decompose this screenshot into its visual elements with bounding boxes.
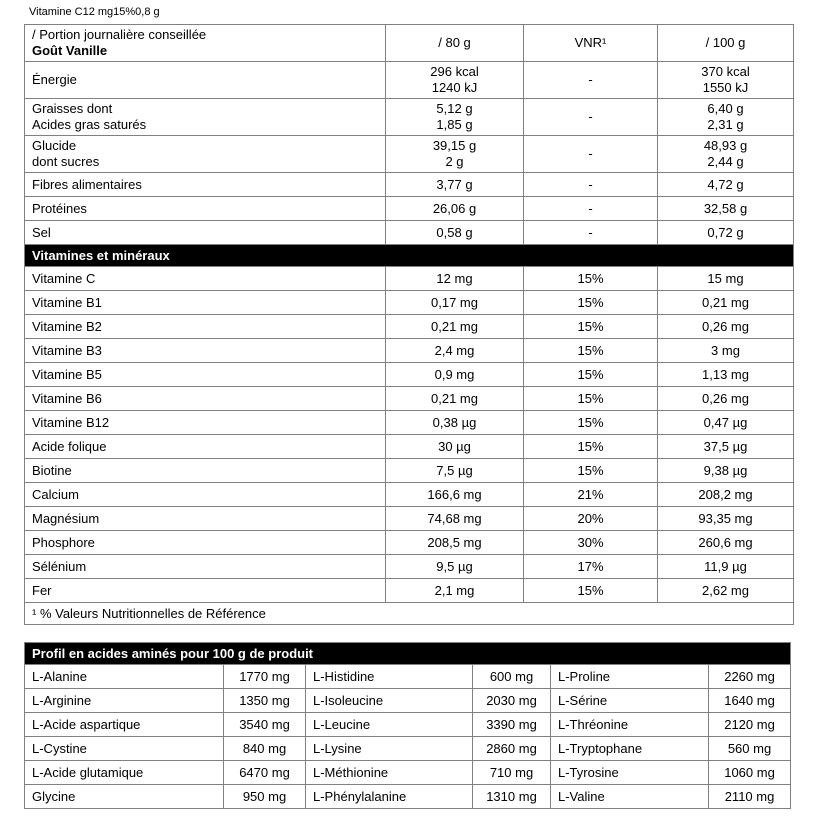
amino-acid-label: L-Tyrosine xyxy=(551,761,709,785)
value-per-100g: 32,58 g xyxy=(658,197,794,221)
value-vnr-percent: 15% xyxy=(524,267,658,291)
value-vnr-percent: 17% xyxy=(524,555,658,579)
amino-acid-value: 3540 mg xyxy=(224,713,306,737)
amino-acid-label: L-Méthionine xyxy=(306,761,473,785)
amino-acid-label: L-Histidine xyxy=(306,665,473,689)
table-row xyxy=(25,197,794,221)
table-row xyxy=(25,531,794,555)
value-vnr-percent: 15% xyxy=(524,579,658,603)
value-vnr-percent: 30% xyxy=(524,531,658,555)
amino-acid-label: L-Phénylalanine xyxy=(306,785,473,809)
amino-acid-label: L-Lysine xyxy=(306,737,473,761)
value-per-100g: 2,62 mg xyxy=(658,579,794,603)
vitamins-minerals-section-header: Vitamines et minéraux xyxy=(25,245,794,267)
amino-section-header-row xyxy=(25,643,791,665)
section-header-row xyxy=(25,245,794,267)
amino-acid-label: L-Sérine xyxy=(551,689,709,713)
value-per-80g: 0,9 mg xyxy=(386,363,524,387)
table-row xyxy=(25,99,794,136)
value-vnr-percent: - xyxy=(524,221,658,245)
value-per-80g: 39,15 g 2 g xyxy=(386,136,524,173)
top-note: Vitamine C12 mg15%0,8 g xyxy=(29,6,160,18)
value-vnr-percent: 15% xyxy=(524,459,658,483)
nutrient-label: Calcium xyxy=(25,483,386,507)
amino-acid-value: 560 mg xyxy=(709,737,791,761)
value-per-80g: 0,21 mg xyxy=(386,387,524,411)
value-vnr-percent: - xyxy=(524,197,658,221)
amino-acid-value: 1060 mg xyxy=(709,761,791,785)
amino-acid-table xyxy=(24,642,791,809)
amino-acid-row xyxy=(25,665,791,689)
amino-acid-label: L-Isoleucine xyxy=(306,689,473,713)
amino-acid-value: 1640 mg xyxy=(709,689,791,713)
value-vnr-percent: 15% xyxy=(524,315,658,339)
value-per-80g: 166,6 mg xyxy=(386,483,524,507)
amino-acid-value: 2030 mg xyxy=(473,689,551,713)
table-row xyxy=(25,507,794,531)
value-vnr-percent: - xyxy=(524,62,658,99)
amino-acid-rows xyxy=(25,665,791,809)
amino-acid-value: 2260 mg xyxy=(709,665,791,689)
amino-acid-label: L-Proline xyxy=(551,665,709,689)
value-per-80g: 0,58 g xyxy=(386,221,524,245)
value-per-80g: 9,5 µg xyxy=(386,555,524,579)
amino-acid-row xyxy=(25,713,791,737)
table-row xyxy=(25,291,794,315)
table-row xyxy=(25,579,794,603)
value-per-100g: 4,72 g xyxy=(658,173,794,197)
amino-acid-label: L-Arginine xyxy=(25,689,224,713)
value-vnr-percent: 15% xyxy=(524,411,658,435)
value-per-80g: 0,38 µg xyxy=(386,411,524,435)
value-per-80g: 2,4 mg xyxy=(386,339,524,363)
value-vnr-percent: - xyxy=(524,173,658,197)
nutrient-label: Sel xyxy=(25,221,386,245)
footnote-row xyxy=(25,603,794,625)
nutrient-label: Protéines xyxy=(25,197,386,221)
value-vnr-percent: 15% xyxy=(524,291,658,315)
nutrient-label: Vitamine C xyxy=(25,267,386,291)
amino-acid-label: L-Leucine xyxy=(306,713,473,737)
value-vnr-percent: - xyxy=(524,136,658,173)
nutrient-label: Graisses dont Acides gras saturés xyxy=(25,99,386,136)
value-per-100g: 6,40 g 2,31 g xyxy=(658,99,794,136)
macronutrient-rows xyxy=(25,62,794,245)
amino-acid-value: 2860 mg xyxy=(473,737,551,761)
amino-acid-section-header: Profil en acides aminés pour 100 g de produit xyxy=(25,643,791,665)
value-per-100g: 0,21 mg xyxy=(658,291,794,315)
table-row xyxy=(25,136,794,173)
table-row xyxy=(25,387,794,411)
value-per-80g: 2,1 mg xyxy=(386,579,524,603)
amino-acid-value: 1310 mg xyxy=(473,785,551,809)
value-vnr-percent: - xyxy=(524,99,658,136)
amino-acid-row xyxy=(25,689,791,713)
amino-acid-value: 2110 mg xyxy=(709,785,791,809)
value-per-100g: 3 mg xyxy=(658,339,794,363)
amino-acid-value: 3390 mg xyxy=(473,713,551,737)
value-per-100g: 0,47 µg xyxy=(658,411,794,435)
value-vnr-percent: 15% xyxy=(524,387,658,411)
nutrient-label: Phosphore xyxy=(25,531,386,555)
nutrient-label: Vitamine B5 xyxy=(25,363,386,387)
value-per-80g: 7,5 µg xyxy=(386,459,524,483)
value-per-100g: 93,35 mg xyxy=(658,507,794,531)
nutrient-label: Vitamine B3 xyxy=(25,339,386,363)
amino-acid-value: 950 mg xyxy=(224,785,306,809)
header-title-line2: Goût Vanille xyxy=(32,43,108,58)
table-row xyxy=(25,459,794,483)
amino-acid-row xyxy=(25,761,791,785)
value-per-100g: 15 mg xyxy=(658,267,794,291)
value-vnr-percent: 21% xyxy=(524,483,658,507)
amino-acid-label: Glycine xyxy=(25,785,224,809)
column-header-per-100g: / 100 g xyxy=(658,25,794,62)
nutrient-label: Énergie xyxy=(25,62,386,99)
value-per-100g: 208,2 mg xyxy=(658,483,794,507)
value-per-80g: 26,06 g xyxy=(386,197,524,221)
nutrition-table xyxy=(24,24,794,625)
table-row xyxy=(25,483,794,507)
amino-acid-label: L-Cystine xyxy=(25,737,224,761)
amino-acid-row xyxy=(25,737,791,761)
amino-acid-value: 1350 mg xyxy=(224,689,306,713)
amino-acid-label: L-Tryptophane xyxy=(551,737,709,761)
nutrient-label: Sélénium xyxy=(25,555,386,579)
nutrient-label: Magnésium xyxy=(25,507,386,531)
amino-acid-value: 710 mg xyxy=(473,761,551,785)
vitamin-mineral-rows xyxy=(25,267,794,603)
nutrition-table-header-row xyxy=(25,25,794,62)
value-vnr-percent: 15% xyxy=(524,435,658,459)
nutrient-label: Vitamine B2 xyxy=(25,315,386,339)
value-per-100g: 48,93 g 2,44 g xyxy=(658,136,794,173)
value-per-80g: 208,5 mg xyxy=(386,531,524,555)
nutrient-label: Acide folique xyxy=(25,435,386,459)
value-per-100g: 37,5 µg xyxy=(658,435,794,459)
value-per-80g: 0,21 mg xyxy=(386,315,524,339)
table-row xyxy=(25,555,794,579)
table-row xyxy=(25,62,794,99)
header-title-line1: / Portion journalière conseillée xyxy=(32,27,207,42)
table-row xyxy=(25,267,794,291)
table-row xyxy=(25,173,794,197)
value-per-100g: 0,72 g xyxy=(658,221,794,245)
nutrient-label: Biotine xyxy=(25,459,386,483)
value-vnr-percent: 15% xyxy=(524,363,658,387)
value-per-100g: 0,26 mg xyxy=(658,387,794,411)
nutrition-header-title xyxy=(25,25,386,62)
nutrient-label: Fibres alimentaires xyxy=(25,173,386,197)
value-per-100g: 11,9 µg xyxy=(658,555,794,579)
amino-acid-value: 2120 mg xyxy=(709,713,791,737)
amino-acid-value: 600 mg xyxy=(473,665,551,689)
table-row xyxy=(25,411,794,435)
nutrient-label: Glucide dont sucres xyxy=(25,136,386,173)
table-row xyxy=(25,339,794,363)
amino-acid-label: L-Acide aspartique xyxy=(25,713,224,737)
value-per-100g: 1,13 mg xyxy=(658,363,794,387)
value-per-80g: 74,68 mg xyxy=(386,507,524,531)
value-per-80g: 0,17 mg xyxy=(386,291,524,315)
value-per-100g: 9,38 µg xyxy=(658,459,794,483)
amino-acid-row xyxy=(25,785,791,809)
amino-acid-label: L-Acide glutamique xyxy=(25,761,224,785)
value-per-100g: 260,6 mg xyxy=(658,531,794,555)
nutrient-label: Vitamine B12 xyxy=(25,411,386,435)
value-per-80g: 296 kcal 1240 kJ xyxy=(386,62,524,99)
table-row xyxy=(25,363,794,387)
value-vnr-percent: 20% xyxy=(524,507,658,531)
nutrient-label: Vitamine B6 xyxy=(25,387,386,411)
value-per-80g: 5,12 g 1,85 g xyxy=(386,99,524,136)
value-per-80g: 3,77 g xyxy=(386,173,524,197)
amino-acid-value: 840 mg xyxy=(224,737,306,761)
value-per-100g: 0,26 mg xyxy=(658,315,794,339)
nutrient-label: Fer xyxy=(25,579,386,603)
value-vnr-percent: 15% xyxy=(524,339,658,363)
amino-acid-label: L-Valine xyxy=(551,785,709,809)
amino-acid-value: 1770 mg xyxy=(224,665,306,689)
value-per-80g: 30 µg xyxy=(386,435,524,459)
amino-acid-label: L-Thréonine xyxy=(551,713,709,737)
amino-acid-label: L-Alanine xyxy=(25,665,224,689)
amino-acid-value: 6470 mg xyxy=(224,761,306,785)
value-per-100g: 370 kcal 1550 kJ xyxy=(658,62,794,99)
nutrient-label: Vitamine B1 xyxy=(25,291,386,315)
vnr-footnote: ¹ % Valeurs Nutritionnelles de Référence xyxy=(25,603,794,625)
value-per-80g: 12 mg xyxy=(386,267,524,291)
table-row xyxy=(25,435,794,459)
column-header-per-80g: / 80 g xyxy=(386,25,524,62)
column-header-vnr: VNR¹ xyxy=(524,25,658,62)
table-row xyxy=(25,221,794,245)
table-row xyxy=(25,315,794,339)
